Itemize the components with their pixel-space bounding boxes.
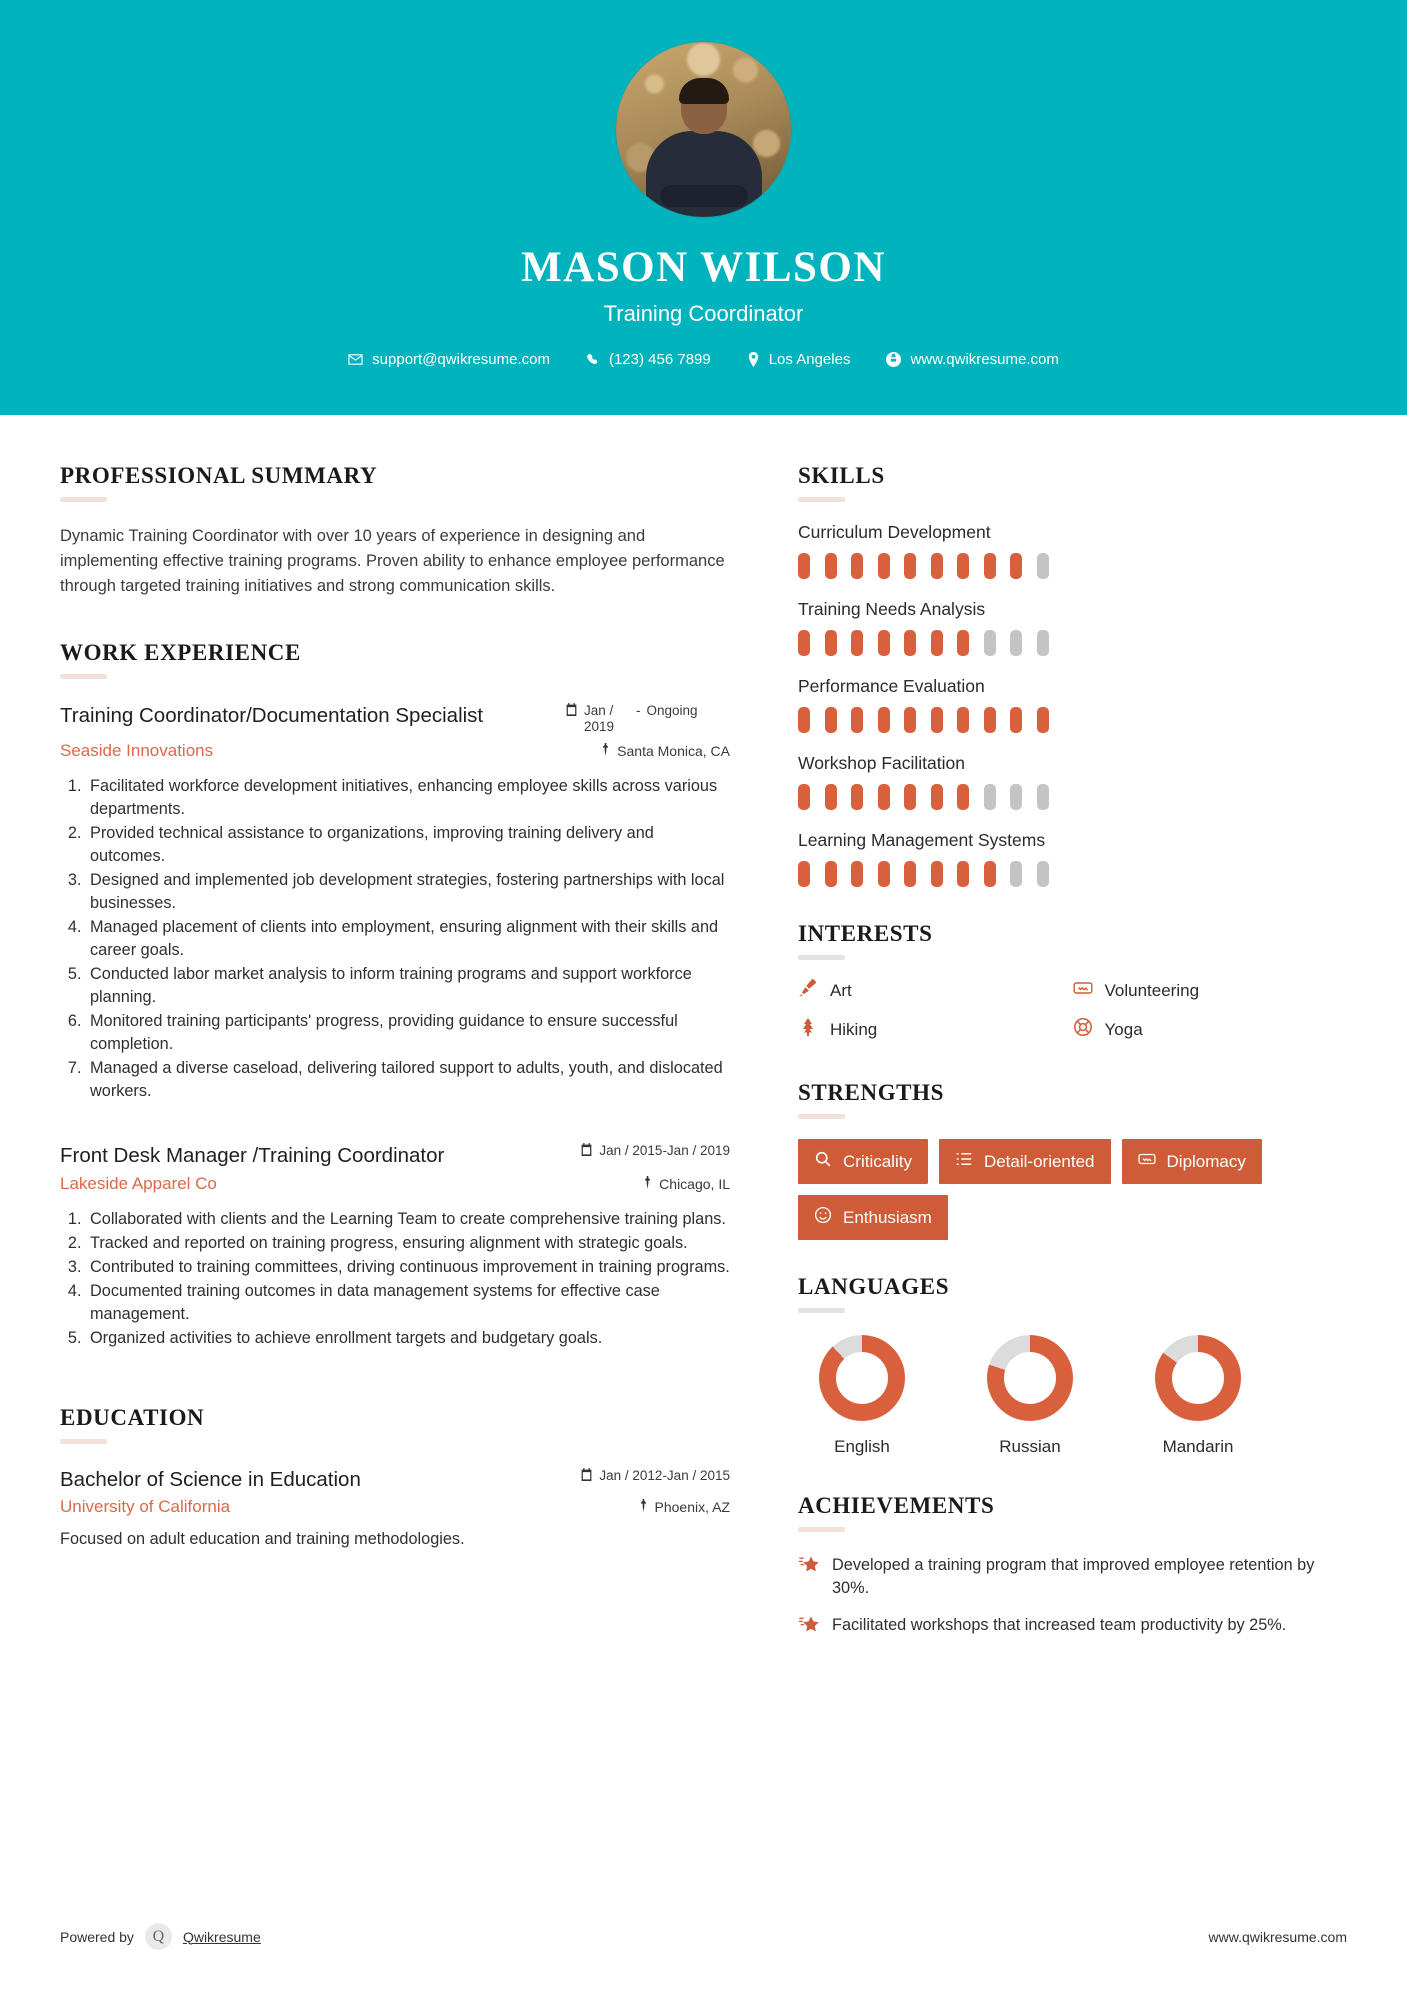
language-donut-chart (819, 1335, 905, 1421)
skill-bar-filled (957, 707, 969, 733)
skill-bar-empty (1037, 861, 1049, 887)
globe-icon (886, 352, 901, 367)
contact-phone-text: (123) 456 7899 (608, 351, 711, 368)
job-company: Seaside Innovations (60, 741, 214, 761)
job-bullet: 5. Conducted labor market analysis to inform training programs and support workforce planning. (86, 963, 730, 1009)
left-column (0, 415, 790, 1655)
contact-row (0, 351, 1407, 368)
section-title-skills: SKILLS (798, 463, 885, 488)
interest-label: Hiking (830, 1019, 878, 1039)
skill-bar-filled (957, 861, 969, 887)
footer-website[interactable]: www.qwikresume.com (1208, 1928, 1347, 1945)
section-rule (60, 1439, 107, 1444)
work-entry (60, 1143, 730, 1350)
education-date-range: Jan / 2012-Jan / 2015 (599, 1468, 730, 1484)
skill-bar-filled (904, 861, 916, 887)
skill-bar-filled (1037, 707, 1049, 733)
languages-list (798, 1335, 1347, 1457)
skill-bar-filled (984, 707, 996, 733)
skill-bar-filled (798, 553, 810, 579)
job-bullet: 2. Provided technical assistance to organizations, improving training delivery and outcomes. (86, 822, 730, 868)
achievement-item (798, 1554, 1347, 1600)
avatar-arms (660, 185, 748, 207)
skill-rating-bars (798, 784, 1347, 810)
section-title-interests: INTERESTS (798, 921, 933, 946)
achievement-text: Developed a training program that improved employee retention by 30%. (832, 1556, 1315, 1597)
skill-bar-filled (825, 553, 837, 579)
job-bullet: 1. Collaborated with clients and the Learning Team to create comprehensive training plans. (86, 1208, 730, 1231)
spacer (60, 600, 730, 640)
education-entry (60, 1468, 730, 1549)
section-title-achievements: ACHIEVEMENTS (798, 1493, 995, 1518)
job-location-text: Santa Monica, CA (617, 743, 730, 760)
skill-bar-filled (798, 707, 810, 733)
section-title-education: EDUCATION (60, 1405, 205, 1431)
skill-bar-filled (957, 553, 969, 579)
section-rule (798, 1527, 845, 1532)
strength-label: Diplomacy (1166, 1151, 1246, 1171)
language-label: Mandarin (1162, 1437, 1234, 1456)
skill-rating-bars (798, 861, 1347, 887)
powered-by-label: Powered by (60, 1928, 134, 1945)
interest-label: Yoga (1104, 1019, 1143, 1039)
resume-header (0, 0, 1407, 415)
job-bullet: 2. Tracked and reported on training progress, ensuring alignment with strategic goals. (86, 1232, 730, 1255)
contact-email[interactable] (348, 351, 550, 368)
education-location-text: Phoenix, AZ (654, 1499, 730, 1516)
pin-icon (600, 743, 611, 759)
contact-location[interactable] (747, 351, 851, 368)
skill-bar-filled (931, 861, 943, 887)
skill-bar-filled (851, 707, 863, 733)
section-title-strengths: STRENGTHS (798, 1080, 945, 1105)
skill-bar-filled (984, 861, 996, 887)
calendar-icon (565, 703, 578, 720)
job-location-text: Chicago, IL (659, 1176, 730, 1193)
education-description: Focused on adult education and training methodologies. (60, 1530, 465, 1549)
skill-item (798, 753, 1347, 810)
job-bullet: 6. Monitored training participants' progress, providing guidance to ensure successful completion. (86, 1010, 730, 1056)
skill-bar-filled (825, 707, 837, 733)
language-donut-chart (987, 1335, 1073, 1421)
tree-icon (798, 1017, 818, 1042)
interest-label: Volunteering (1104, 980, 1200, 1000)
contact-website[interactable] (886, 351, 1058, 368)
job-date-end: Ongoing (646, 702, 698, 718)
contact-phone[interactable] (586, 351, 711, 368)
skill-bar-filled (851, 553, 863, 579)
skill-bar-filled (825, 630, 837, 656)
section-education (60, 1405, 730, 1549)
summary-text: Dynamic Training Coordinator with over 10 years of experience in designing and implementing effective training programs. Proven ability to enhance employee performance through targeted training initiatives and strong communication skills. (60, 527, 725, 596)
skill-bar-filled (957, 784, 969, 810)
candidate-job-title: Training Coordinator (603, 301, 804, 326)
skill-bar-filled (878, 784, 890, 810)
section-professional-summary (60, 463, 730, 600)
skill-bar-filled (931, 553, 943, 579)
achievements-list (798, 1554, 1347, 1641)
job-date-start: Jan / 2019 (584, 702, 615, 734)
job-meta (565, 1143, 730, 1160)
contact-location-text: Los Angeles (768, 351, 851, 368)
job-bullets (60, 1208, 730, 1350)
skill-bar-empty (984, 784, 996, 810)
skill-bar-filled (798, 784, 810, 810)
interest-item (1073, 1017, 1348, 1042)
section-languages (798, 1274, 1347, 1457)
skill-bar-filled (1010, 553, 1022, 579)
achievement-text: Facilitated workshops that increased team productivity by 25%. (832, 1615, 1287, 1634)
job-date-dash: - (636, 702, 641, 718)
skill-bar-filled (878, 861, 890, 887)
skill-bar-filled (1010, 707, 1022, 733)
skill-item (798, 599, 1347, 656)
search-icon (814, 1150, 832, 1173)
section-achievements (798, 1493, 1347, 1641)
job-location (642, 1176, 730, 1192)
skill-bar-empty (984, 630, 996, 656)
skill-bar-filled (851, 630, 863, 656)
interest-item (798, 978, 1073, 1003)
footer (0, 1923, 1407, 1950)
candidate-name: MASON WILSON (521, 244, 886, 291)
skill-bar-filled (878, 707, 890, 733)
right-column (790, 415, 1407, 1655)
skill-name: Workshop Facilitation (798, 753, 965, 773)
section-rule (798, 1114, 845, 1119)
strengths-list (798, 1139, 1347, 1240)
interest-item (798, 1017, 1073, 1042)
skill-bar-filled (878, 553, 890, 579)
section-interests (798, 921, 1347, 1056)
skill-bar-empty (1037, 784, 1049, 810)
section-work-experience (60, 640, 730, 1350)
lifebuoy-icon (1073, 1017, 1093, 1042)
job-bullet: 5. Organized activities to achieve enrollment targets and budgetary goals. (86, 1327, 730, 1350)
handshake-icon (1138, 1150, 1156, 1173)
language-label: Russian (999, 1437, 1061, 1456)
pin-icon (642, 1176, 653, 1192)
job-role: Front Desk Manager /Training Coordinator (60, 1143, 445, 1167)
powered-by (60, 1923, 261, 1950)
skill-bar-empty (1010, 630, 1022, 656)
interest-item (1073, 978, 1348, 1003)
education-school: University of California (60, 1497, 231, 1517)
skill-bar-filled (904, 553, 916, 579)
star-icon (798, 1614, 820, 1641)
job-location (600, 743, 730, 759)
strength-chip[interactable] (1122, 1139, 1262, 1184)
skill-bar-empty (1010, 784, 1022, 810)
star-icon (798, 1554, 820, 1581)
smiley-icon (814, 1206, 832, 1229)
job-bullet: 4. Documented training outcomes in data management systems for effective case management. (86, 1280, 730, 1326)
spacer (798, 1457, 1347, 1493)
list-icon (955, 1150, 973, 1173)
section-rule (798, 1308, 845, 1313)
language-label: English (834, 1437, 890, 1456)
strength-label: Detail-oriented (983, 1151, 1095, 1171)
language-item (798, 1335, 926, 1457)
spacer (798, 887, 1347, 921)
resume-body (0, 415, 1407, 1655)
skill-bar-filled (957, 630, 969, 656)
section-rule (60, 674, 107, 679)
skill-bar-filled (904, 630, 916, 656)
strength-label: Enthusiasm (843, 1207, 932, 1227)
avatar-hair (679, 78, 729, 104)
spacer (798, 1056, 1347, 1080)
job-role: Training Coordinator/Documentation Specialist (60, 703, 484, 727)
skill-bar-filled (851, 861, 863, 887)
work-entry (60, 703, 730, 1103)
location-pin-icon (747, 352, 760, 367)
education-location (638, 1499, 731, 1515)
skill-bar-filled (904, 784, 916, 810)
skill-bar-filled (825, 784, 837, 810)
education-degree: Bachelor of Science in Education (60, 1468, 361, 1492)
pin-icon (638, 1499, 649, 1515)
paintbrush-icon (798, 978, 818, 1003)
section-rule (60, 497, 107, 502)
qwikresume-logo-icon: Q (145, 1923, 172, 1950)
interests-list (798, 978, 1347, 1056)
education-dates (580, 1468, 730, 1485)
job-bullet: 7. Managed a diverse caseload, delivering tailored support to adults, youth, and dislocated workers. (86, 1057, 730, 1103)
job-bullet: 3. Contributed to training committees, driving continuous improvement in training programs. (86, 1256, 730, 1279)
skill-rating-bars (798, 553, 1347, 579)
skill-bar-empty (1010, 861, 1022, 887)
job-meta (565, 703, 730, 735)
qwikresume-brand-link[interactable]: Qwikresume (182, 1928, 261, 1945)
job-bullet: 1. Facilitated workforce development initiatives, enhancing employee skills across various departments. (86, 775, 730, 821)
job-bullets (60, 775, 730, 1103)
strength-label: Criticality (843, 1151, 912, 1171)
skill-name: Training Needs Analysis (798, 599, 986, 619)
section-title-languages: LANGUAGES (798, 1274, 950, 1299)
strength-chip[interactable] (939, 1139, 1111, 1184)
skill-bar-filled (798, 861, 810, 887)
skill-bar-filled (931, 707, 943, 733)
achievement-item (798, 1614, 1347, 1641)
mail-icon (348, 352, 363, 367)
section-rule (798, 497, 845, 502)
skill-bar-filled (904, 707, 916, 733)
skill-bar-filled (798, 630, 810, 656)
job-dates (565, 703, 730, 735)
handshake-icon (1073, 978, 1093, 1003)
language-item (966, 1335, 1094, 1457)
skill-item (798, 522, 1347, 579)
strength-chip[interactable] (798, 1139, 928, 1184)
skill-name: Learning Management Systems (798, 830, 1046, 850)
phone-icon (586, 353, 600, 367)
skill-bar-filled (984, 553, 996, 579)
skill-bar-filled (878, 630, 890, 656)
contact-email-text: support@qwikresume.com (372, 351, 550, 368)
language-item (1134, 1335, 1262, 1457)
skill-bar-empty (1037, 630, 1049, 656)
skill-item (798, 676, 1347, 733)
spacer (798, 1240, 1347, 1274)
avatar (616, 42, 791, 217)
skill-bar-filled (825, 861, 837, 887)
calendar-icon (580, 1143, 593, 1160)
section-strengths (798, 1080, 1347, 1240)
job-company: Lakeside Apparel Co (60, 1174, 217, 1194)
section-skills (798, 463, 1347, 887)
calendar-icon (580, 1468, 593, 1485)
strength-chip[interactable] (798, 1195, 948, 1240)
job-dates (565, 1143, 730, 1160)
skill-bar-filled (931, 630, 943, 656)
job-date-range: Jan / 2015-Jan / 2019 (599, 1142, 730, 1158)
section-rule (798, 955, 845, 960)
section-title-work: WORK EXPERIENCE (60, 639, 301, 665)
spacer (60, 1351, 730, 1405)
skill-bar-filled (851, 784, 863, 810)
language-donut-chart (1155, 1335, 1241, 1421)
section-title-summary: PROFESSIONAL SUMMARY (60, 463, 378, 488)
skill-rating-bars (798, 707, 1347, 733)
skill-item (798, 830, 1347, 887)
skill-name: Curriculum Development (798, 522, 991, 542)
skill-rating-bars (798, 630, 1347, 656)
skill-bar-filled (931, 784, 943, 810)
skills-list (798, 522, 1347, 887)
job-bullet: 4. Managed placement of clients into employment, ensuring alignment with their skills and career goals. (86, 916, 730, 962)
skill-bar-empty (1037, 553, 1049, 579)
interest-label: Art (830, 980, 852, 1000)
job-bullet: 3. Designed and implemented job development strategies, fostering partnerships with local businesses. (86, 869, 730, 915)
contact-website-text: www.qwikresume.com (910, 351, 1059, 368)
skill-name: Performance Evaluation (798, 676, 985, 696)
